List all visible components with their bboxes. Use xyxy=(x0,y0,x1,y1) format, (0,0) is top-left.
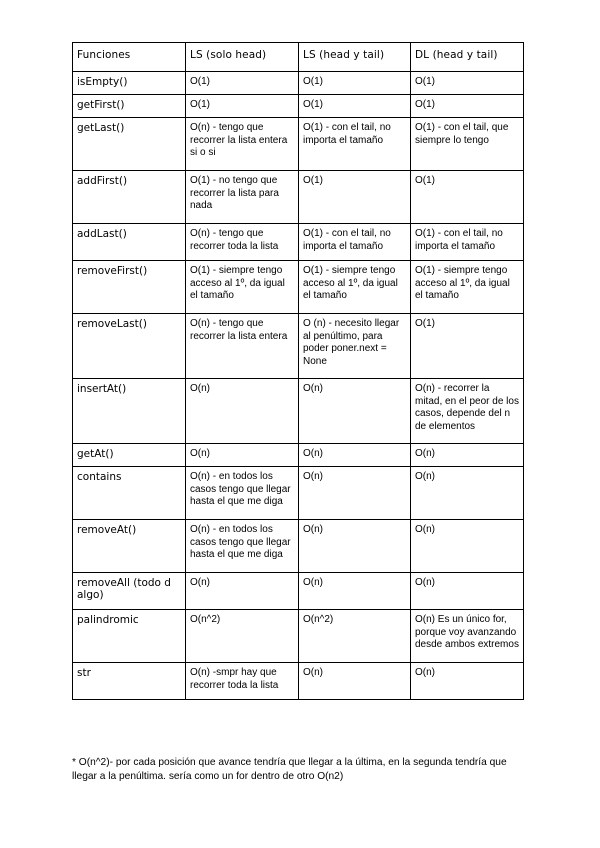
ls-head-tail-cell: O(1) - con el tail, no importa el tamaño xyxy=(299,118,411,171)
table-row xyxy=(73,663,524,700)
ls-head-tail-cell: O(1) xyxy=(299,171,411,224)
table-row xyxy=(73,444,524,467)
table-row xyxy=(73,573,524,610)
header-funciones: Funciones xyxy=(73,43,186,72)
ls-head-tail-cell: O(n) xyxy=(299,520,411,573)
function-name-cell: str xyxy=(73,663,186,700)
ls-head-tail-cell: O(n) xyxy=(299,444,411,467)
ls-head-tail-cell: O(1) xyxy=(299,72,411,95)
ls-head-tail-cell: O(n) xyxy=(299,379,411,444)
table-row xyxy=(73,467,524,520)
ls-solo-head-cell: O(n) - tengo que recorrer la lista entera xyxy=(186,314,299,379)
ls-solo-head-cell: O(n) - en todos los casos tengo que llegar hasta el que me diga xyxy=(186,467,299,520)
complexity-table xyxy=(72,42,524,700)
header-ls-solo-head: LS (solo head) xyxy=(186,43,299,72)
dl-head-tail-cell: O(n) - recorrer la mitad, en el peor de los casos, depende del n de elementos xyxy=(411,379,524,444)
ls-head-tail-cell: O(1) - siempre tengo acceso al 1º, da igual el tamaño xyxy=(299,261,411,314)
ls-solo-head-cell: O(n) -smpr hay que recorrer toda la lista xyxy=(186,663,299,700)
dl-head-tail-cell: O(1) - con el tail, no importa el tamaño xyxy=(411,224,524,261)
table-row xyxy=(73,95,524,118)
function-name-cell: removeAll (todo d algo) xyxy=(73,573,186,610)
ls-solo-head-cell: O(n) xyxy=(186,573,299,610)
ls-solo-head-cell: O(1) xyxy=(186,72,299,95)
function-name-cell: addFirst() xyxy=(73,171,186,224)
dl-head-tail-cell: O(1) xyxy=(411,171,524,224)
table-row xyxy=(73,520,524,573)
function-name-cell: palindromic xyxy=(73,610,186,663)
table-row xyxy=(73,118,524,171)
ls-head-tail-cell: O(1) xyxy=(299,95,411,118)
ls-head-tail-cell: O (n) - necesito llegar al penúltimo, para poder poner.next = None xyxy=(299,314,411,379)
dl-head-tail-cell: O(1) - con el tail, que siempre lo tengo xyxy=(411,118,524,171)
function-name-cell: removeAt() xyxy=(73,520,186,573)
header-row xyxy=(73,43,524,72)
table-row xyxy=(73,261,524,314)
ls-head-tail-cell: O(n) xyxy=(299,663,411,700)
dl-head-tail-cell: O(1) xyxy=(411,95,524,118)
table-row xyxy=(73,379,524,444)
function-name-cell: getLast() xyxy=(73,118,186,171)
function-name-cell: getAt() xyxy=(73,444,186,467)
dl-head-tail-cell: O(n) xyxy=(411,444,524,467)
table-row xyxy=(73,171,524,224)
dl-head-tail-cell: O(n) xyxy=(411,663,524,700)
function-name-cell: removeFirst() xyxy=(73,261,186,314)
dl-head-tail-cell: O(n) xyxy=(411,467,524,520)
dl-head-tail-cell: O(1) - siempre tengo acceso al 1º, da igual el tamaño xyxy=(411,261,524,314)
ls-solo-head-cell: O(1) - siempre tengo acceso al 1º, da igual el tamaño xyxy=(186,261,299,314)
dl-head-tail-cell: O(1) xyxy=(411,72,524,95)
dl-head-tail-cell: O(1) xyxy=(411,314,524,379)
function-name-cell: addLast() xyxy=(73,224,186,261)
table-row xyxy=(73,610,524,663)
table-row xyxy=(73,72,524,95)
function-name-cell: insertAt() xyxy=(73,379,186,444)
ls-head-tail-cell: O(n) xyxy=(299,467,411,520)
ls-head-tail-cell: O(n^2) xyxy=(299,610,411,663)
table-row xyxy=(73,314,524,379)
footnote: * O(n^2)- por cada posición que avance tendría que llegar a la última, en la segunda tendría que llegar a la penúltima. sería como un for dentro de otro O(n2) xyxy=(72,757,507,782)
function-name-cell: isEmpty() xyxy=(73,72,186,95)
ls-solo-head-cell: O(n) - tengo que recorrer toda la lista xyxy=(186,224,299,261)
ls-head-tail-cell: O(1) - con el tail, no importa el tamaño xyxy=(299,224,411,261)
ls-solo-head-cell: O(n^2) xyxy=(186,610,299,663)
dl-head-tail-cell: O(n) Es un único for, porque voy avanzando desde ambos extremos xyxy=(411,610,524,663)
dl-head-tail-cell: O(n) xyxy=(411,573,524,610)
ls-solo-head-cell: O(1) xyxy=(186,95,299,118)
ls-solo-head-cell: O(n) xyxy=(186,444,299,467)
header-dl-head-tail: DL (head y tail) xyxy=(411,43,524,72)
ls-head-tail-cell: O(n) xyxy=(299,573,411,610)
table-row xyxy=(73,224,524,261)
ls-solo-head-cell: O(n) - tengo que recorrer la lista entera si o si xyxy=(186,118,299,171)
header-ls-head-tail: LS (head y tail) xyxy=(299,43,411,72)
function-name-cell: removeLast() xyxy=(73,314,186,379)
ls-solo-head-cell: O(n) xyxy=(186,379,299,444)
function-name-cell: getFirst() xyxy=(73,95,186,118)
ls-solo-head-cell: O(n) - en todos los casos tengo que llegar hasta el que me diga xyxy=(186,520,299,573)
function-name-cell: contains xyxy=(73,467,186,520)
ls-solo-head-cell: O(1) - no tengo que recorrer la lista para nada xyxy=(186,171,299,224)
dl-head-tail-cell: O(n) xyxy=(411,520,524,573)
